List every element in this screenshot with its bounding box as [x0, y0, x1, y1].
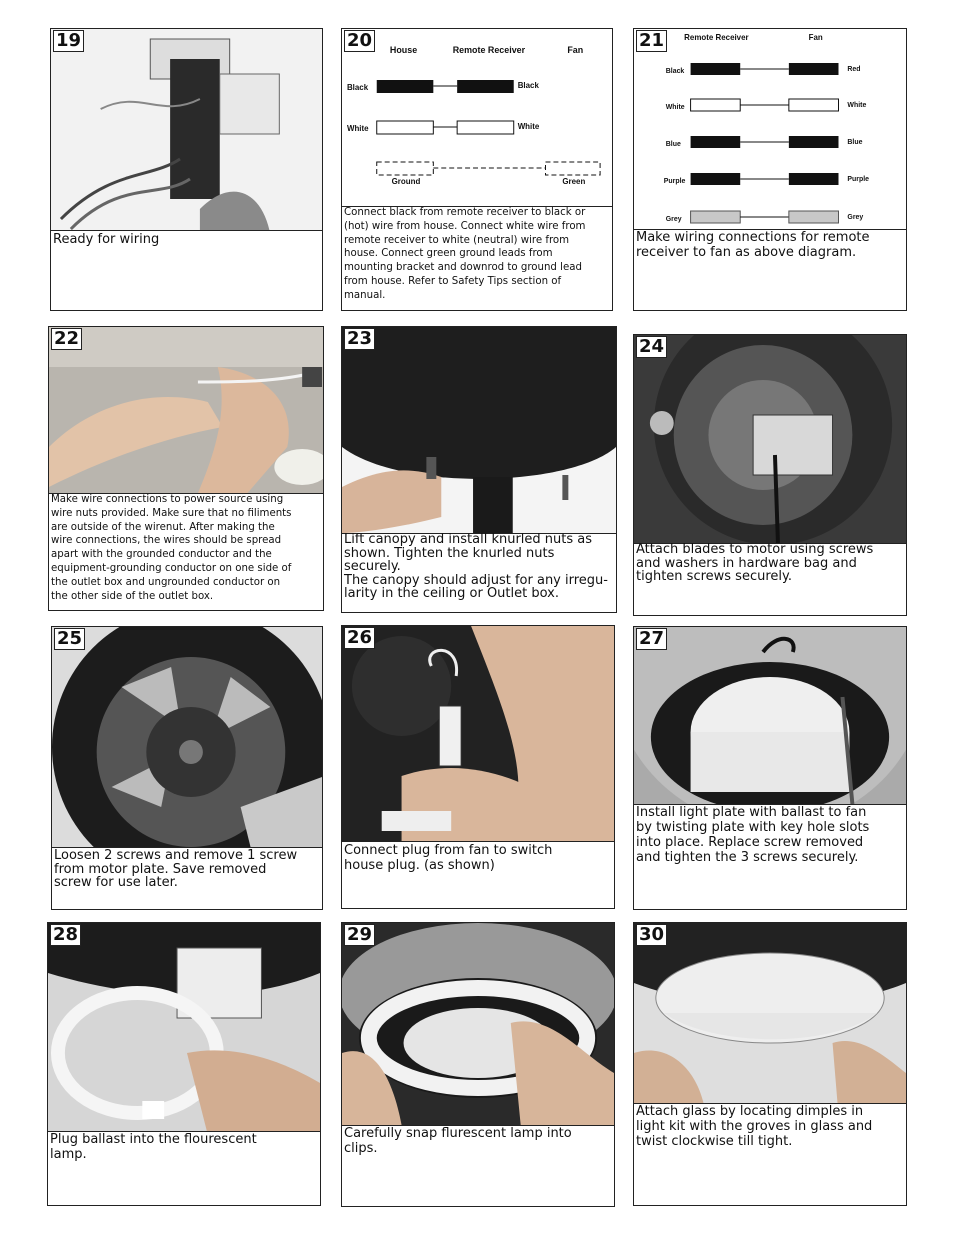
step-caption: Make wire connections to power source using wire nuts provided. Make sure that no filiments are outside of the wirenut. After making the wire connections, the wires should be spread apart with the grounded conductor and the equipment-grounding conductor on one side of the outlet box and ungrounded conductor on the other side of the outlet box.: [51, 494, 292, 602]
step-number: 20: [344, 30, 375, 52]
label-blue-right: Blue: [847, 138, 863, 147]
col-fan: Fan: [567, 44, 584, 56]
step-number: 30: [636, 924, 667, 946]
step-30: [633, 922, 907, 1206]
step-25: [51, 626, 323, 910]
photo-light-plate-ballast: [634, 627, 906, 805]
label-white-right: White: [517, 121, 540, 132]
photo-plug-ballast-lamp: [48, 923, 320, 1132]
label-purple-right: Purple: [847, 175, 870, 184]
label-black-left: Black: [346, 82, 369, 93]
step-number: 29: [344, 924, 375, 946]
label-white-left: White: [346, 123, 369, 134]
step-24: [633, 334, 907, 616]
step-caption: Connect black from remote receiver to black or (hot) wire from house. Connect white wire from remote receiver to white (neutral) wire from house. Connect green ground leads from mounting bracket and downrod to ground lead from house. Refer to Safety Tips section of manual.: [344, 207, 586, 301]
col-fan: Fan: [808, 32, 823, 43]
step-27: [633, 626, 907, 910]
wiring-diagram-house-receiver: [342, 29, 612, 207]
step-caption: Lift canopy and install knurled nuts as shown. Tighten the knurled nuts securely. The canopy should adjust for any irregu- larity in the ceiling or Outlet box.: [344, 532, 608, 601]
photo-ready-for-wiring: [51, 29, 322, 231]
label-green: Green: [562, 176, 586, 187]
step-number: 23: [344, 328, 375, 350]
photo-attach-glass: [634, 923, 906, 1104]
label-grey-left: Grey: [665, 215, 682, 224]
step-number: 24: [636, 336, 667, 358]
step-caption: Connect plug from fan to switch house plug. (as shown): [344, 843, 553, 873]
photo-connect-plug: [342, 626, 614, 842]
step-caption: Ready for wiring: [53, 232, 160, 247]
step-caption: Plug ballast into the flourescent lamp.: [50, 1132, 257, 1162]
step-number: 25: [54, 628, 85, 650]
label-black-left: Black: [665, 67, 685, 76]
step-caption: Make wiring connections for remote receiver to fan as above diagram.: [636, 230, 870, 260]
col-house: House: [389, 44, 418, 56]
photo-wire-nuts: [49, 327, 323, 494]
step-caption: Carefully snap flurescent lamp into clips.: [344, 1126, 572, 1156]
step-caption: Attach blades to motor using screws and washers in hardware bag and tighten screws securely.: [636, 542, 874, 584]
photo-attach-blades: [634, 335, 906, 544]
step-number: 21: [636, 30, 667, 52]
wiring-diagram-receiver-fan: [634, 29, 906, 230]
step-caption: Loosen 2 screws and remove 1 screw from motor plate. Save removed screw for use later.: [54, 848, 298, 890]
label-black-right: Black: [517, 80, 539, 91]
step-22: [48, 326, 324, 611]
label-purple-left: Purple: [663, 177, 686, 186]
photo-canopy-knurled-nuts: [342, 327, 616, 534]
step-number: 28: [50, 924, 81, 946]
step-28: [47, 922, 321, 1206]
step-caption: Attach glass by locating dimples in light kit with the groves in glass and twist clockwise till tight.: [636, 1104, 873, 1149]
label-blue-left: Blue: [665, 140, 681, 149]
step-21: [633, 28, 907, 311]
step-20: [341, 28, 613, 311]
label-white-left: White: [665, 103, 685, 112]
col-remote-receiver: Remote Receiver: [684, 32, 749, 43]
step-number: 22: [51, 328, 82, 350]
step-23: [341, 326, 617, 613]
step-26: [341, 625, 615, 909]
photo-snap-lamp-into-clips: [342, 923, 614, 1126]
step-number: 19: [53, 30, 84, 52]
step-number: 26: [344, 627, 375, 649]
step-19: [50, 28, 323, 311]
label-ground: Ground: [391, 176, 421, 187]
col-remote-receiver: Remote Receiver: [452, 44, 526, 56]
step-number: 27: [636, 628, 667, 650]
label-red-right: Red: [847, 65, 861, 74]
step-29: [341, 922, 615, 1207]
label-grey-right: Grey: [847, 213, 864, 222]
step-caption: Install light plate with ballast to fan by twisting plate with key hole slots into place. Replace screw removed and tighten the 3 screws securely.: [636, 805, 870, 865]
label-white-right: White: [847, 101, 867, 110]
photo-motor-plate-screws: [52, 627, 322, 848]
